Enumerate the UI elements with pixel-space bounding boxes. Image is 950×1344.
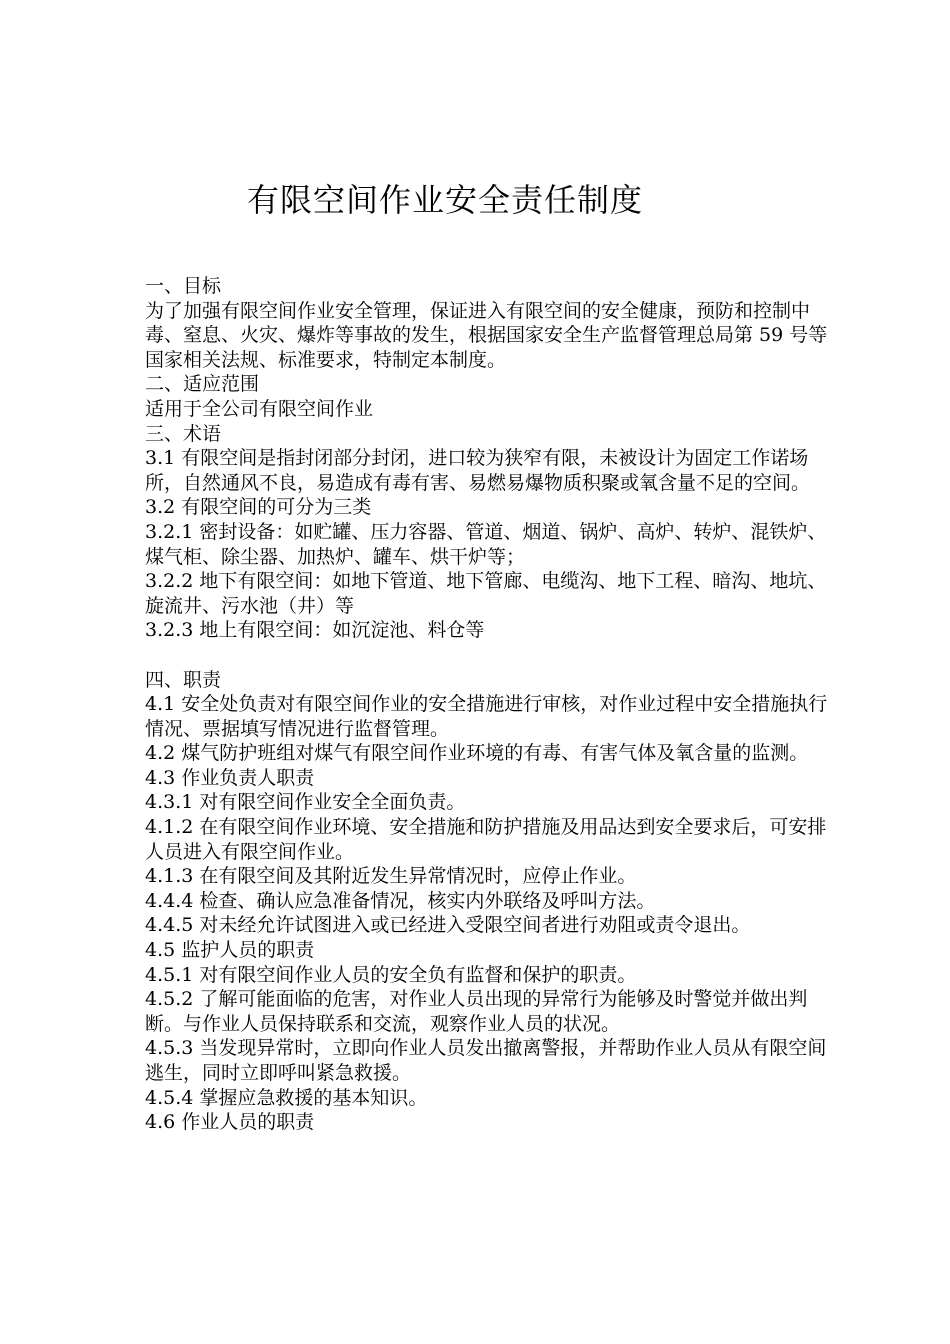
paragraph-3-2-2: 3.2.2 地下有限空间：如地下管道、地下管廊、电缆沟、地下工程、暗沟、地坑、旋流井、污水池（井）等 — [145, 570, 827, 617]
paragraph-4-3: 4.3 作业负责人职责 — [145, 766, 315, 789]
paragraph-4-3-1: 4.3.1 对有限空间作业安全全面负责。 — [145, 791, 466, 814]
paragraph-3-2: 3.2 有限空间的可分为三类 — [145, 496, 372, 519]
document-body — [145, 274, 835, 1135]
section-heading-terms: 三、术语 — [145, 422, 222, 445]
section-heading-duties: 四、职责 — [145, 668, 222, 691]
paragraph-3-2-3: 3.2.3 地上有限空间：如沉淀池、料仓等 — [145, 619, 485, 642]
paragraph-goal: 为了加强有限空间作业安全管理，保证进入有限空间的安全健康，预防和控制中毒、窒息、火灾、爆炸等事故的发生，根据国家安全生产监督管理总局第 59 号等国家相关法规、标准要求，特制定本制度。 — [145, 299, 828, 371]
paragraph-4-5-2: 4.5.2 了解可能面临的危害，对作业人员出现的异常行为能够及时警觉并做出判断。与作业人员保持联系和交流，观察作业人员的状况。 — [145, 988, 808, 1035]
paragraph-4-4-5: 4.4.5 对未经允许试图进入或已经进入受限空间者进行劝阻或责令退出。 — [145, 914, 751, 937]
paragraph-4-1-2: 4.1.2 在有限空间作业环境、安全措施和防护措施及用品达到安全要求后，可安排人员进入有限空间作业。 — [145, 816, 827, 863]
paragraph-4-2: 4.2 煤气防护班组对煤气有限空间作业环境的有毒、有害气体及氧含量的监测。 — [145, 742, 809, 765]
paragraph-3-2-1: 3.2.1 密封设备：如贮罐、压力容器、管道、烟道、锅炉、高炉、转炉、混铁炉、煤气柜、除尘器、加热炉、罐车、烘干炉等； — [145, 520, 827, 568]
paragraph-4-5: 4.5 监护人员的职责 — [145, 939, 315, 962]
blank-line — [145, 643, 835, 668]
paragraph-3-1: 3.1 有限空间是指封闭部分封闭，进口较为狭窄有限，未被设计为固定工作诺场所，自然通风不良，易造成有毒有害、易燃易爆物质积聚或氧含量不足的空间。 — [145, 447, 811, 494]
paragraph-scope: 适用于全公司有限空间作业 — [145, 397, 374, 420]
paragraph-4-5-3: 4.5.3 当发现异常时，立即向作业人员发出撤离警报，并帮助作业人员从有限空间逃生，同时立即呼叫紧急救援。 — [145, 1037, 827, 1084]
paragraph-4-5-4: 4.5.4 掌握应急救援的基本知识。 — [145, 1086, 428, 1109]
section-heading-goal: 一、目标 — [145, 275, 222, 297]
document-title: 有限空间作业安全责任制度 — [246, 181, 643, 219]
section-heading-scope: 二、适应范围 — [145, 373, 260, 396]
paragraph-4-1-3: 4.1.3 在有限空间及其附近发生异常情况时，应停止作业。 — [145, 865, 637, 888]
paragraph-4-5-1: 4.5.1 对有限空间作业人员的安全负有监督和保护的职责。 — [145, 963, 637, 986]
paragraph-4-1: 4.1 安全处负责对有限空间作业的安全措施进行审核，对作业过程中安全措施执行情况、票据填写情况进行监督管理。 — [145, 693, 828, 740]
paragraph-4-6: 4.6 作业人员的职责 — [145, 1111, 315, 1134]
paragraph-4-4-4: 4.4.4 检查、确认应急准备情况，核实内外联络及呼叫方法。 — [145, 889, 656, 912]
